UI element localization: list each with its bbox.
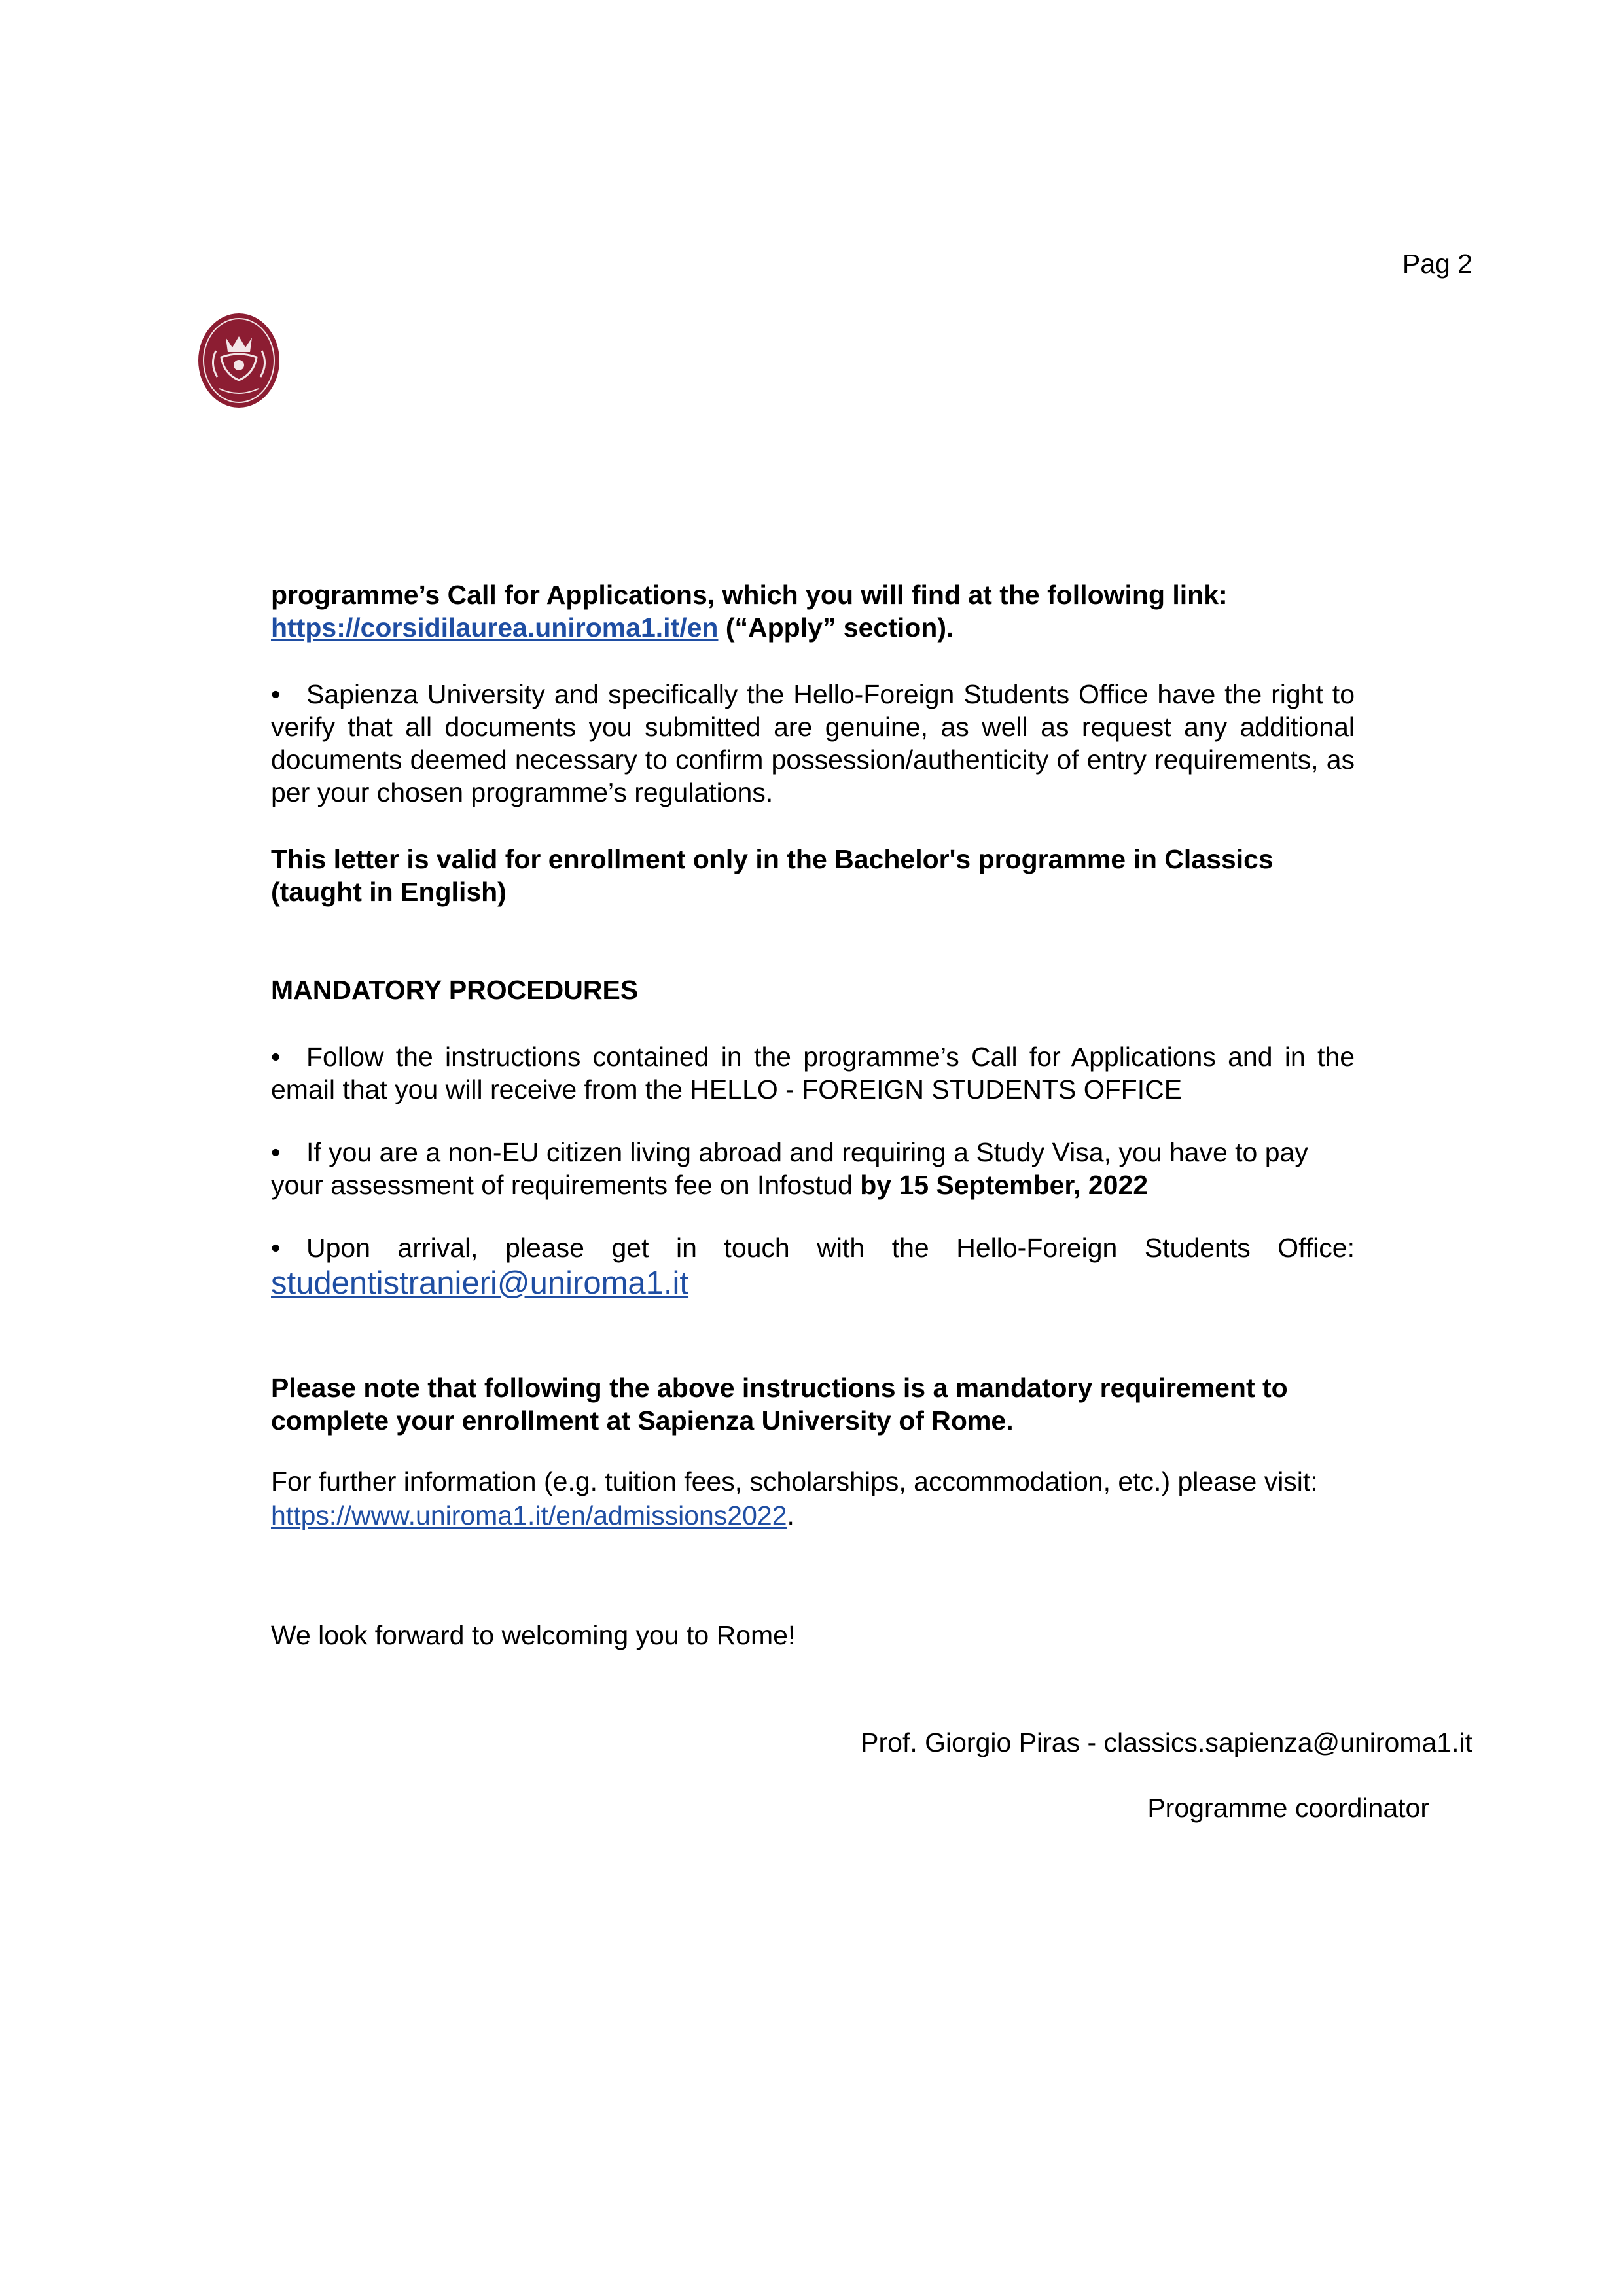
procedure-bullet-1 (271, 1040, 1355, 1106)
bullet-icon: • (271, 1137, 281, 1167)
bullet-icon: • (271, 1042, 281, 1072)
bullet-icon: • (271, 679, 281, 709)
procedure-bullet-1-text: Follow the instructions contained in the programme’s Call for Applications and in the email that you will receive from the HELLO - FOREIGN STUDENTS OFFICE (271, 1042, 1355, 1104)
validity-statement: This letter is valid for enrollment only in the Bachelor's programme in Classics (taught in English) (271, 844, 1274, 907)
intro-line: programme’s Call for Applications, which you will find at the following link: (271, 580, 1228, 610)
intro-link-line (271, 611, 1355, 644)
mandatory-note: Please note that following the above instructions is a mandatory requirement to complete your enrollment at Sapienza University of Rome. (271, 1373, 1288, 1436)
page-number: Pag 2 (1402, 249, 1472, 279)
university-seal-logo (196, 311, 281, 410)
signature-name: Prof. Giorgio Piras - classics.sapienza@uniroma1.it (861, 1727, 1472, 1757)
closing-line: We look forward to welcoming you to Rome! (271, 1620, 796, 1650)
signature-role: Programme coordinator (1147, 1793, 1429, 1823)
mandatory-procedures-heading: MANDATORY PROCEDURES (271, 975, 639, 1005)
further-information-text: For further information (e.g. tuition fees, scholarships, accommodation, etc.) please visit: (271, 1466, 1318, 1496)
verify-bullet (271, 678, 1355, 809)
procedure-bullet-2 (271, 1136, 1355, 1201)
bullet-icon: • (271, 1233, 281, 1263)
procedure-bullet-2-deadline: by 15 September, 2022 (860, 1170, 1149, 1200)
procedure-bullet-2-text: If you are a non-EU citizen living abroad and requiring a Study Visa, you have to pay your assessment of requirements fee on Infostud (271, 1137, 1308, 1200)
procedure-bullet-3 (271, 1231, 1355, 1264)
admissions-link[interactable]: https://www.uniroma1.it/en/admissions2022 (271, 1500, 787, 1530)
call-for-applications-link[interactable]: https://corsidilaurea.uniroma1.it/en (271, 612, 719, 643)
intro-link-suffix: (“Apply” section). (718, 612, 954, 643)
verify-bullet-text: Sapienza University and specifically the Hello-Foreign Students Office have the right to verify that all documents you submitted are genuine, as well as request any additional documents deemed necessary to confirm possession/authenticity of entry requirements, as per your chosen programme’s regulations. (271, 679, 1355, 807)
procedure-bullet-3-text: Upon arrival, please get in touch with the Hello-Foreign Students Office: (306, 1233, 1355, 1263)
procedure-bullet-3-email-line (271, 1264, 1355, 1302)
letter-body (271, 578, 1355, 1651)
foreign-students-office-email-link[interactable]: studentistranieri@uniroma1.it (271, 1265, 689, 1301)
further-information-suffix: . (787, 1500, 794, 1530)
further-information (271, 1464, 1355, 1532)
